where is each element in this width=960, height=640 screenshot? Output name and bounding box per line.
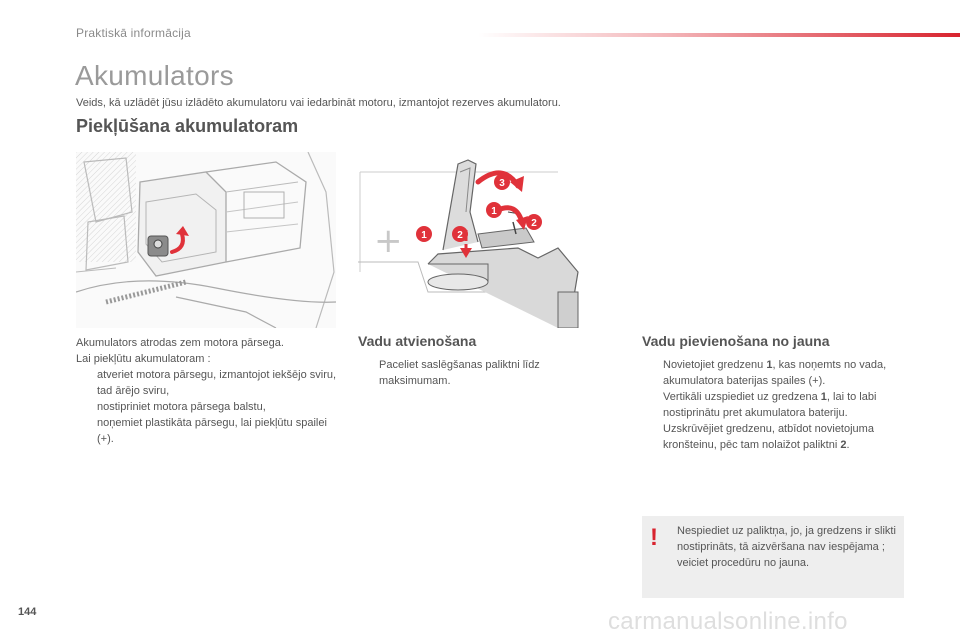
reconnect-section [642,333,910,453]
reconnect-heading: Vadu pievienošana no jauna [642,333,830,349]
list-item: nostipriniet motora pārsega balstu, [97,401,266,413]
engine-bay-drawing [76,152,336,328]
access-instructions [76,335,340,447]
callout-3: 3 [499,178,505,189]
list-item: Novietojiet gredzenu 1, kas noņemts no vada, akumulatora baterijas spailes (+). [663,359,887,387]
intro-line-1: Akumulators atrodas zem motora pārsega. [76,337,284,349]
list-item: Vertikāli uzspiediet uz gredzena 1, lai to labi nostiprinātu pret akumulatora bateriju. [663,391,877,419]
watermark: carmanualsonline.info [608,608,848,635]
header-accent-bar [478,33,960,37]
cable-clamp-illustration [358,152,620,328]
disconnect-steps-list [358,357,578,389]
cable-clamp-drawing [358,152,620,328]
list-item: atveriet motora pārsegu, izmantojot iekšējo sviru, tad ārējo sviru, [97,369,337,397]
list-item: noņemiet plastikāta pārsegu, lai piekļūtu spailei (+). [97,417,327,445]
page-number: 144 [18,606,37,618]
intro-line-2: Lai piekļūtu akumulatoram : [76,353,211,365]
callout-1-right: 1 [491,206,497,217]
chapter-header: Praktiskā informācija [76,26,191,40]
page-title: Akumulators [75,60,234,91]
access-steps-list [76,367,340,447]
warning-text: Nespiediet uz paliktņa, jo, ja gredzens ir slikti nostiprināts, tā aizvēršana nav iespējama ; veiciet procedūru no jauna. [677,525,896,569]
callout-1-left: 1 [421,230,427,241]
warning-icon: ! [650,524,658,551]
list-item: Paceliet saslēgšanas paliktni līdz maksimumam. [379,359,540,387]
section-title: Piekļūšana akumulatoram [76,116,299,136]
disconnect-heading: Vadu atvienošana [358,333,477,349]
reconnect-steps-list [642,357,904,453]
engine-bay-illustration [76,152,336,328]
disconnect-section [358,333,620,389]
list-item: Uzskrūvējiet gredzenu, atbīdot novietojuma kronšteinu, pēc tam nolaižot paliktni 2. [663,423,874,451]
callout-2-right: 2 [531,218,537,229]
page-subtitle: Veids, kā uzlādēt jūsu izlādēto akumulatoru vai iedarbināt motoru, izmantojot rezerves akumulatoru. [76,97,561,109]
callout-2-left: 2 [457,230,463,241]
plus-terminal-label: + [374,221,403,261]
